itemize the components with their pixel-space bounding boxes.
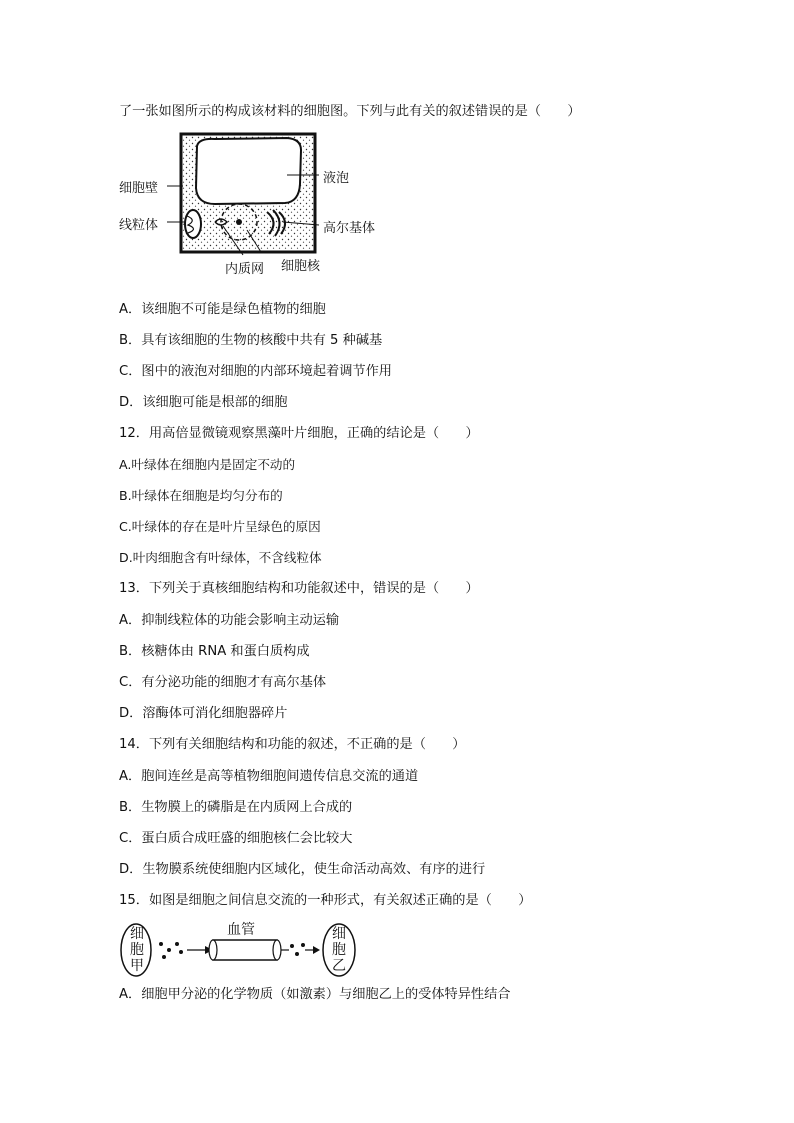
- cell-b-char: 乙: [332, 958, 346, 974]
- q14-option-c: C．蛋白质合成旺盛的细胞核仁会比较大: [119, 831, 353, 846]
- q14-stem: 14．下列有关细胞结构和功能的叙述，不正确的是（ ）: [119, 737, 466, 752]
- plant-cell-figure: [119, 130, 389, 280]
- blood-vessel: [213, 940, 277, 960]
- q11-option-d: D．该细胞可能是根部的细胞: [119, 395, 288, 410]
- cell-a-label: [129, 926, 145, 974]
- label-mitochondria: 线粒体: [119, 218, 159, 233]
- q11-option-b: B．具有该细胞的生物的核酸中共有 5 种碱基: [119, 333, 383, 348]
- label-vacuole: 液泡: [323, 171, 350, 186]
- q14-option-a: A．胞间连丝是高等植物细胞间遗传信息交流的通道: [119, 769, 419, 784]
- q14-option-b: B．生物膜上的磷脂是在内质网上合成的: [119, 800, 353, 815]
- q13-option-b: B．核糖体由 RNA 和蛋白质构成: [119, 644, 310, 659]
- cell-signaling-figure: [119, 920, 359, 978]
- q12-option-a: A.叶绿体在细胞内是固定不动的: [119, 457, 296, 472]
- q11-option-a: A．该细胞不可能是绿色植物的细胞: [119, 302, 326, 317]
- cell-b-char: 细: [332, 926, 346, 942]
- q14-option-d: D．生物膜系统使细胞内区域化，使生命活动高效、有序的进行: [119, 862, 486, 877]
- q11-option-c: C．图中的液泡对细胞的内部环境起着调节作用: [119, 364, 392, 379]
- q12-stem: 12．用高倍显微镜观察黑藻叶片细胞，正确的结论是（ ）: [119, 426, 479, 441]
- cell-a-char: 细: [130, 926, 144, 942]
- q12-option-c: C.叶绿体的存在是叶片呈绿色的原因: [119, 519, 321, 534]
- q12-option-d: D.叶肉细胞含有叶绿体，不含线粒体: [119, 550, 322, 565]
- label-er: 内质网: [225, 262, 265, 277]
- label-cell-wall: 细胞壁: [119, 181, 159, 196]
- q13-option-d: D．溶酶体可消化细胞器碎片: [119, 706, 288, 721]
- q13-option-a: A．抑制线粒体的功能会影响主动运输: [119, 613, 340, 628]
- cell-b-label: [331, 926, 347, 974]
- q12-option-b: B.叶绿体在细胞是均匀分布的: [119, 488, 283, 503]
- q15-stem: 15．如图是细胞之间信息交流的一种形式，有关叙述正确的是（ ）: [119, 893, 532, 908]
- cell-b-char: 胞: [332, 942, 346, 958]
- q13-option-c: C．有分泌功能的细胞才有高尔基体: [119, 675, 327, 690]
- label-nucleus: 细胞核: [281, 259, 321, 274]
- cell-a-char: 甲: [130, 958, 144, 974]
- label-golgi: 高尔基体: [323, 221, 376, 236]
- mitochondria-shape: [185, 210, 201, 238]
- vessel-label: 血管: [227, 922, 255, 938]
- q13-stem: 13．下列关于真核细胞结构和功能叙述中，错误的是（ ）: [119, 581, 479, 596]
- q15-option-a: A．细胞甲分泌的化学物质（如激素）与细胞乙上的受体特异性结合: [119, 987, 511, 1002]
- cell-a-char: 胞: [130, 942, 144, 958]
- intro-text: 了一张如图所示的构成该材料的细胞图。下列与此有关的叙述错误的是（ ）: [119, 104, 581, 119]
